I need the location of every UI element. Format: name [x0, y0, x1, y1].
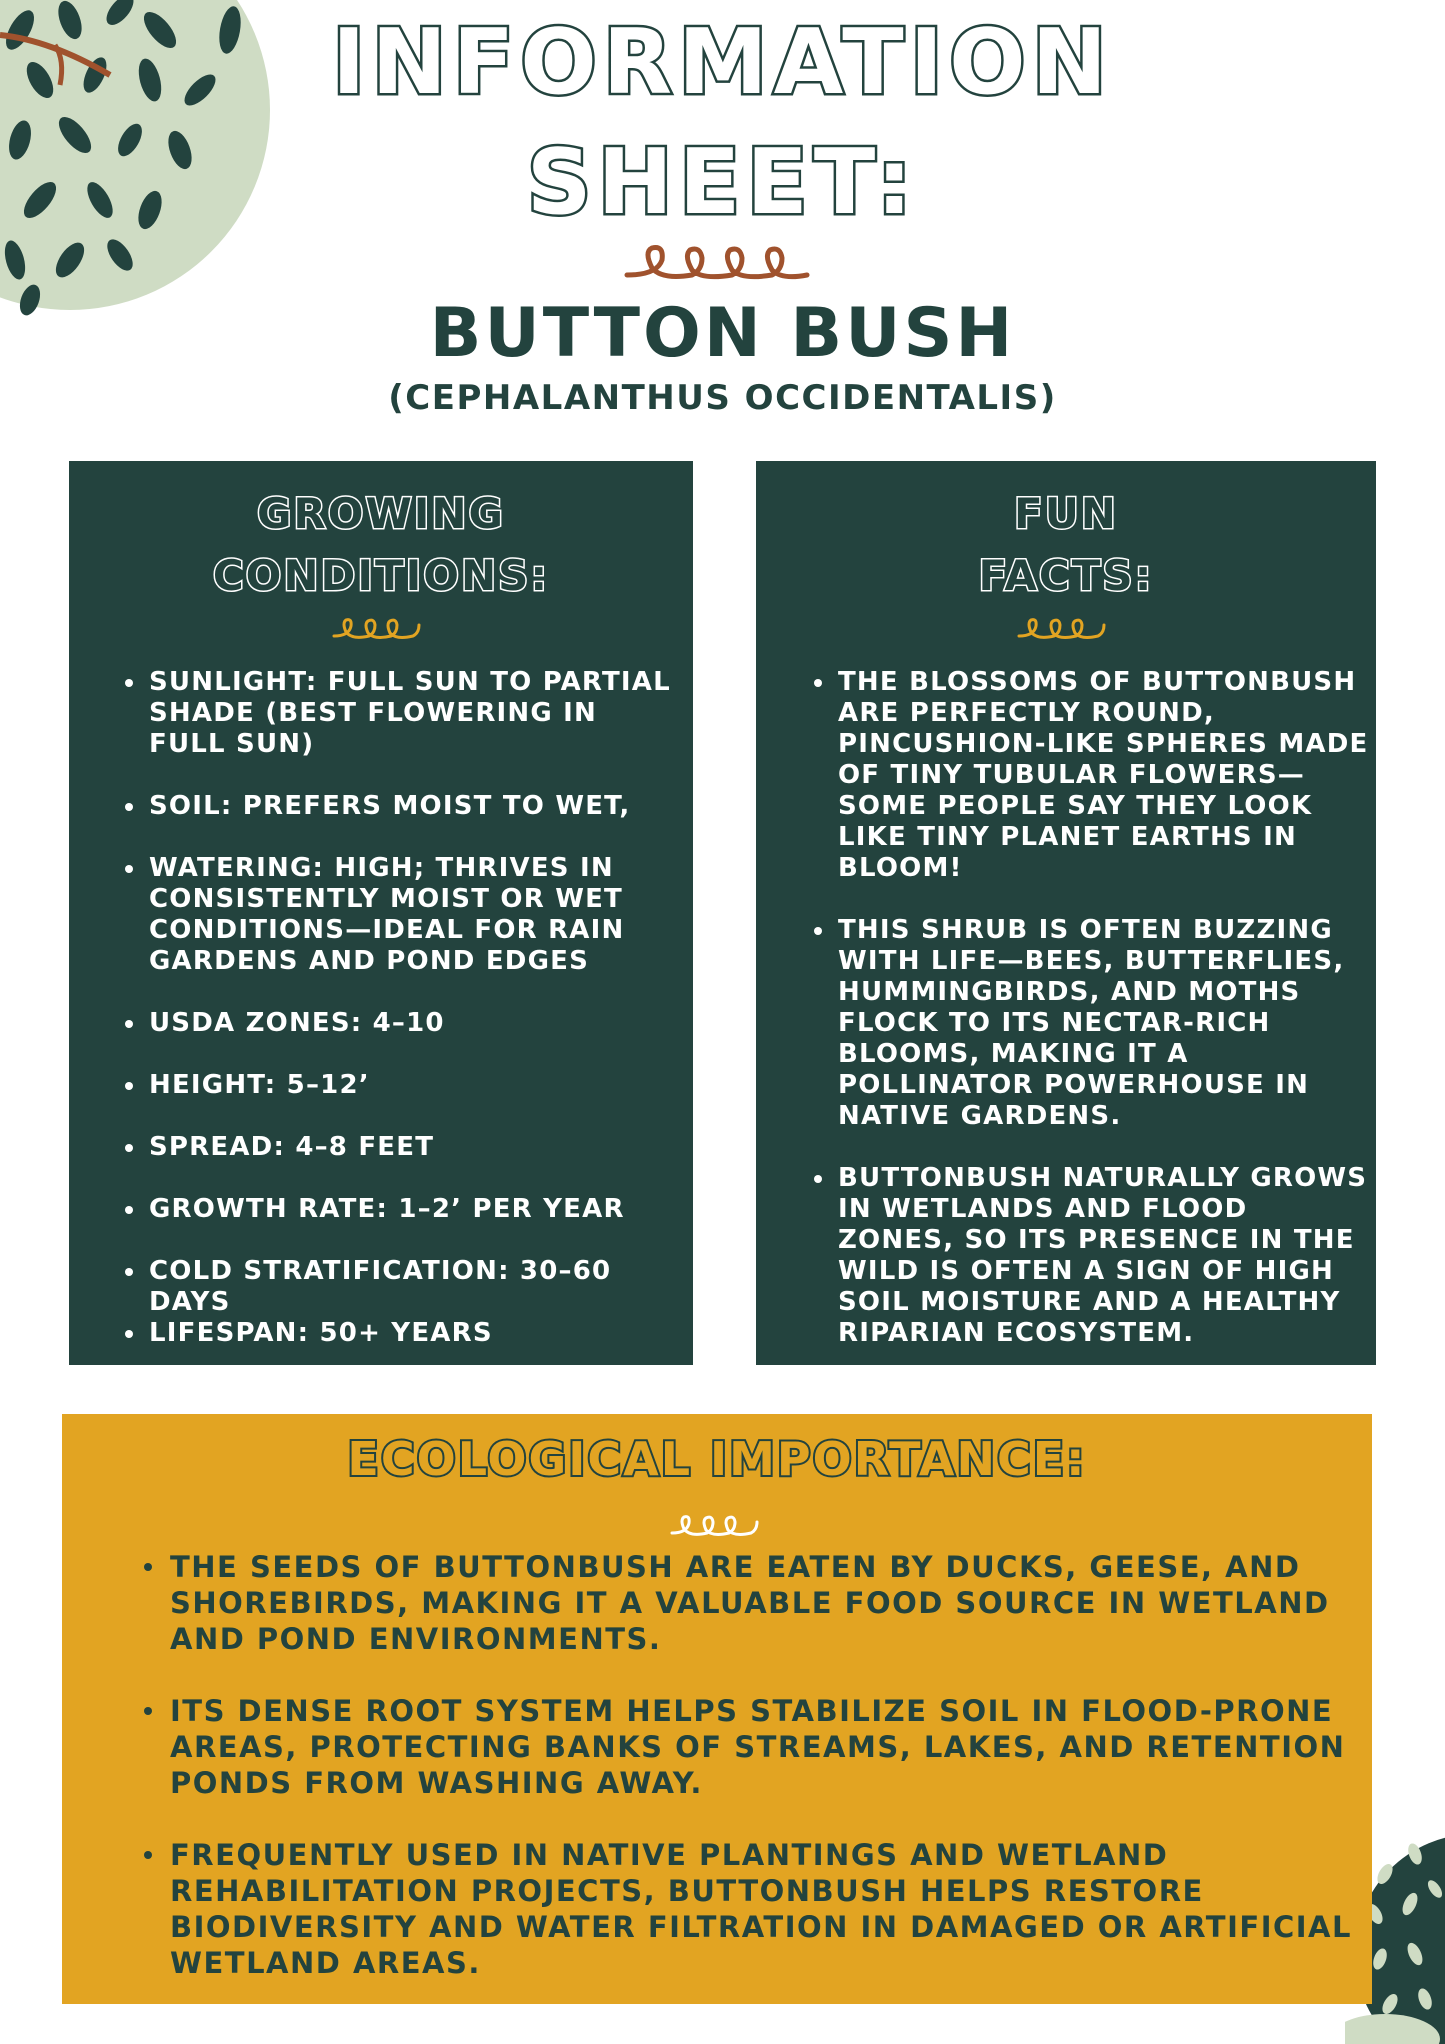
squiggle-icon [669, 1511, 769, 1541]
fun-facts-title: FUN FACTS: [978, 489, 1154, 600]
list-item: BUTTONBUSH NATURALLY GROWS IN WETLANDS AND FLOOD ZONES, SO ITS PRESENCE IN THE WILD IS OFTEN A SIGN OF HIGH SOIL MOISTURE AND A HEALTHY RIPARIAN ECOSYSTEM. [810, 1163, 1370, 1349]
fun-facts-list [810, 667, 1370, 1380]
ecological-importance-section [62, 1414, 1372, 2004]
ecological-importance-title: ECOLOGICAL IMPORTANCE: [347, 1432, 1087, 1486]
fun-facts-card [756, 461, 1376, 1365]
page-title-line-1: INFORMATION [331, 10, 1114, 115]
growing-conditions-title: GROWING CONDITIONS: [212, 489, 550, 600]
growing-conditions-list [121, 667, 681, 1349]
list-item: COLD STRATIFICATION: 30–60 DAYS [121, 1256, 681, 1318]
list-item: THE BLOSSOMS OF BUTTONBUSH ARE PERFECTLY ROUND, PINCUSHION-LIKE SPHERES MADE OF TINY TUBULAR FLOWERS—SOME PEOPLE SAY THEY LOOK LIKE TINY PLANET EARTHS IN BLOOM! [810, 667, 1370, 884]
squiggle-icon [1016, 614, 1116, 644]
ecological-importance-list [142, 1549, 1357, 2017]
list-item: SPREAD: 4–8 FEET [121, 1132, 681, 1163]
list-item: SOIL: PREFERS MOIST TO WET, [121, 791, 681, 822]
plant-latin-name: (CEPHALANTHUS OCCIDENTALIS) [388, 378, 1057, 418]
page-title-line-2: SHEET: [526, 130, 919, 235]
list-item: LIFESPAN: 50+ YEARS [121, 1318, 681, 1349]
list-item: SUNLIGHT: FULL SUN TO PARTIAL SHADE (BEST FLOWERING IN FULL SUN) [121, 667, 681, 760]
squiggle-icon [331, 614, 431, 644]
list-item: THIS SHRUB IS OFTEN BUZZING WITH LIFE—BEES, BUTTERFLIES, HUMMINGBIRDS, AND MOTHS FLOCK TO ITS NECTAR-RICH BLOOMS, MAKING IT A POLLINATOR POWERHOUSE IN NATIVE GARDENS. [810, 915, 1370, 1132]
plant-name: BUTTON BUSH [429, 294, 1016, 373]
squiggle-icon [622, 240, 812, 290]
list-item: ITS DENSE ROOT SYSTEM HELPS STABILIZE SOIL IN FLOOD-PRONE AREAS, PROTECTING BANKS OF STREAMS, LAKES, AND RETENTION PONDS FROM WASHING AWAY. [142, 1693, 1357, 1801]
list-item: HEIGHT: 5–12’ [121, 1070, 681, 1101]
growing-conditions-card [69, 461, 693, 1365]
list-item: GROWTH RATE: 1–2’ PER YEAR [121, 1194, 681, 1225]
list-item: THE SEEDS OF BUTTONBUSH ARE EATEN BY DUCKS, GEESE, AND SHOREBIRDS, MAKING IT A VALUABLE FOOD SOURCE IN WETLAND AND POND ENVIRONMENTS. [142, 1549, 1357, 1657]
list-item: FREQUENTLY USED IN NATIVE PLANTINGS AND WETLAND REHABILITATION PROJECTS, BUTTONBUSH HELPS RESTORE BIODIVERSITY AND WATER FILTRATION IN DAMAGED OR ARTIFICIAL WETLAND AREAS. [142, 1837, 1357, 1981]
list-item: WATERING: HIGH; THRIVES IN CONSISTENTLY MOIST OR WET CONDITIONS—IDEAL FOR RAIN GARDENS AND POND EDGES [121, 853, 681, 977]
list-item: USDA ZONES: 4–10 [121, 1008, 681, 1039]
